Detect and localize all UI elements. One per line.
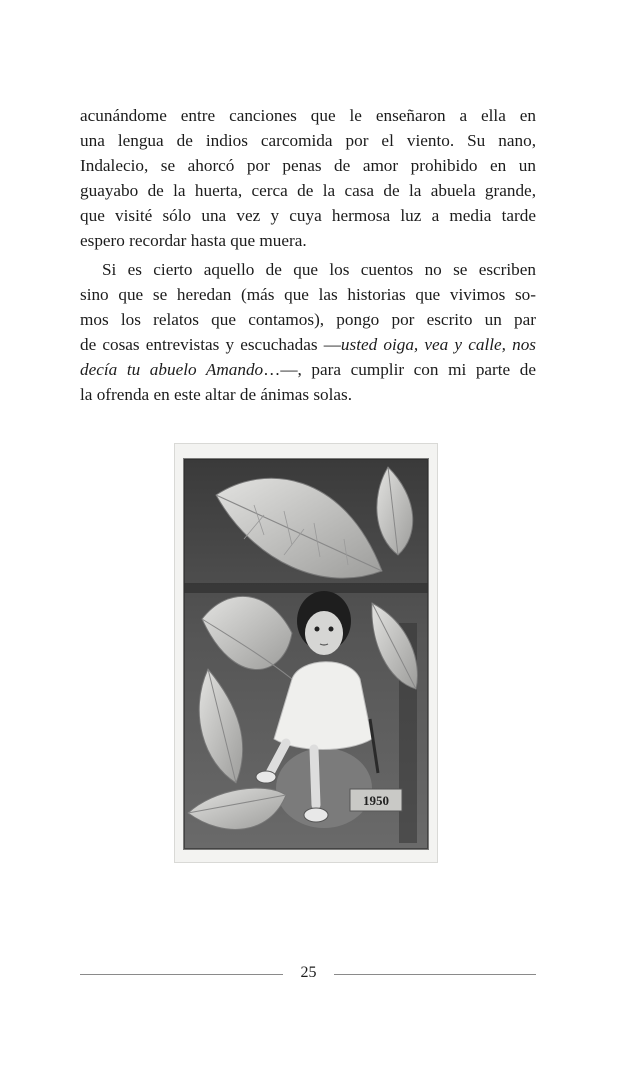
text-line: que visité sólo una vez y cuya hermosa luz a media tarde — [80, 206, 536, 225]
page-number: 25 — [300, 964, 317, 981]
footer-rule-right — [334, 974, 536, 975]
vintage-photograph — [174, 443, 438, 863]
text-line: acunándome entre canciones que le enseñaron a ella en — [80, 106, 536, 125]
italic-quote: decía tu abuelo Amando — [80, 360, 264, 379]
text-line: Si es cierto aquello de que los cuentos no se escriben — [102, 260, 536, 279]
text-line: mos los relatos que contamos), pongo por escrito un par — [80, 310, 536, 329]
text-run: …—, para cumplir con mi parte de — [263, 360, 536, 379]
paragraph-2 — [80, 257, 536, 407]
year-label: 1950 — [363, 793, 389, 808]
text-line — [80, 357, 536, 382]
footer-rule-left — [80, 974, 283, 975]
italic-quote: usted oiga, vea y calle, nos — [340, 335, 536, 354]
text-line — [80, 332, 536, 357]
year-tag — [350, 789, 402, 811]
text-line: una lengua de indios carcomida por el viento. Su nano, — [80, 131, 536, 150]
text-line: espero recordar hasta que muera. — [80, 231, 307, 250]
background-beam — [184, 583, 428, 593]
paragraph-1 — [80, 103, 536, 253]
text-line: sino que se heredan (más que las historias que vivimos so- — [80, 285, 536, 304]
text-line: guayabo de la huerta, cerca de la casa de la abuela grande, — [80, 181, 536, 200]
text-line: la ofrenda en este altar de ánimas solas. — [80, 385, 353, 404]
text-run: de cosas entrevistas y escuchadas — — [80, 335, 341, 354]
photo-collage — [174, 443, 438, 863]
text-line: Indalecio, se ahorcó por penas de amor prohibido en un — [80, 156, 536, 175]
body-text — [80, 103, 536, 407]
